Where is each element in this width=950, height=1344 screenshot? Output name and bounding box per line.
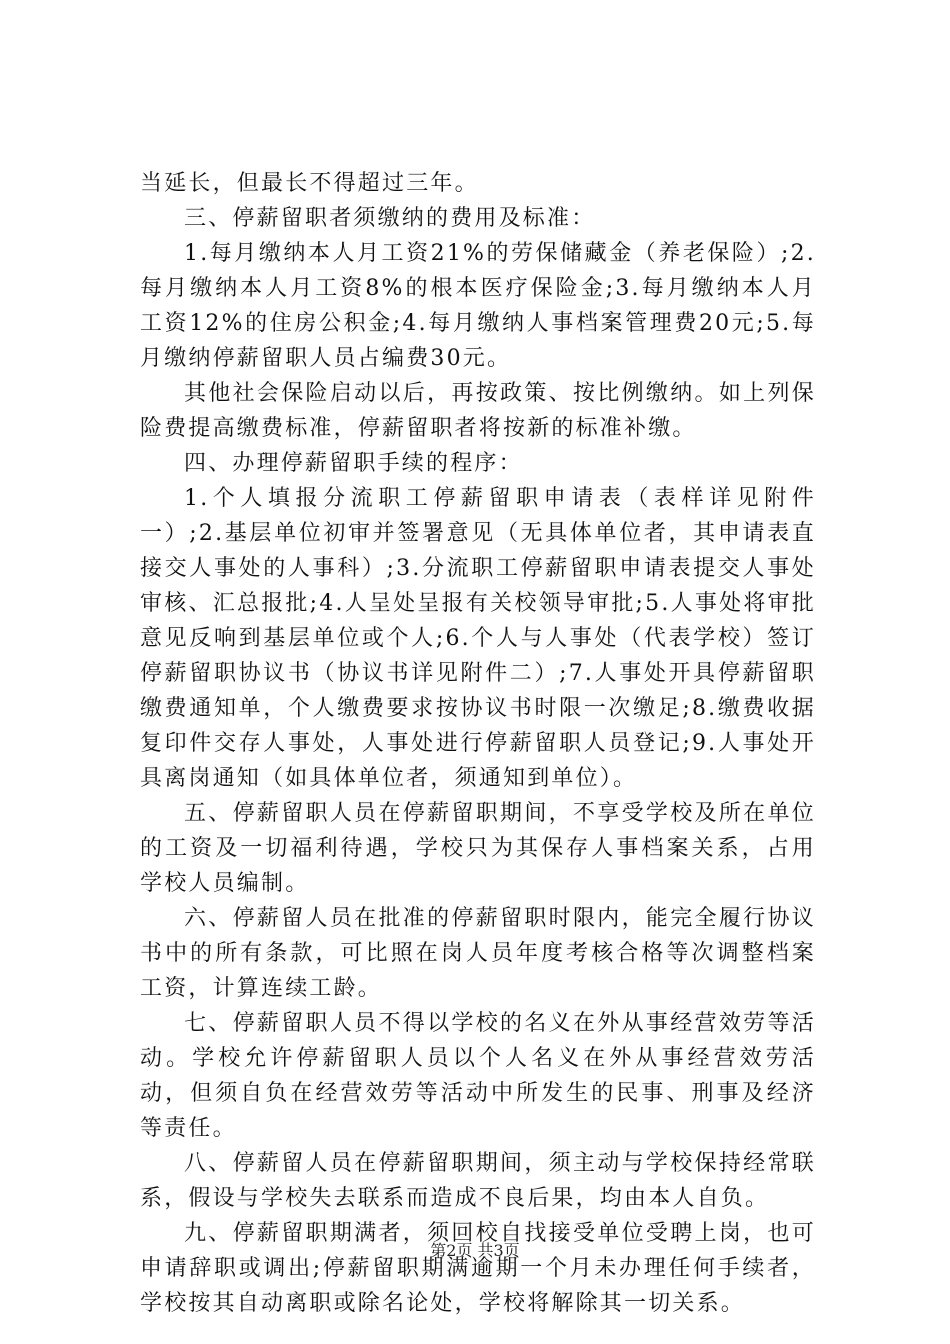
paragraph-fee-list: 1.每月缴纳本人月工资21%的劳保储藏金（养老保险）;2.每月缴纳本人月工资8%的根本医疗保险金;3.每月缴纳本人月工资12%的住房公积金;4.每月缴纳人事档案管理费20元;5.每月缴纳停薪留职人员占编费30元。 [140,241,816,371]
paragraph-section-five: 五、停薪留职人员在停薪留职期间，不享受学校及所在单位的工资及一切福利待遇，学校只为其保存人事档案关系，占用学校人员编制。 [140,801,816,896]
paragraph-continuation: 当延长，但最长不得超过三年。 [140,171,479,196]
section-heading-procedure: 四、办理停薪留职手续的程序： [184,451,523,476]
document-body [140,166,816,1321]
paragraph-section-nine: 九、停薪留职期满者，须回校自找接受单位受聘上岗，也可申请辞职或调出;停薪留职期满逾期一个月未办理任何手续者，学校按其自动离职或除名论处，学校将解除其一切关系。 [140,1221,816,1316]
paragraph-other-insurance: 其他社会保险启动以后，再按政策、按比例缴纳。如上列保险费提高缴费标准，停薪留职者将按新的标准补缴。 [140,381,816,441]
paragraph-procedure-steps: 1.个人填报分流职工停薪留职申请表（表样详见附件一）;2.基层单位初审并签署意见（无具体单位者，其申请表直接交人事处的人事科）;3.分流职工停薪留职申请表提交人事处审核、汇总报批;4.人呈处呈报有关校领导审批;5.人事处将审批意见反响到基层单位或个人;6.个人与人事处（代表学校）签订停薪留职协议书（协议书详见附件二）;7.人事处开具停薪留职缴费通知单，个人缴费要求按协议书时限一次缴足;8.缴费收据复印件交存人事处，人事处进行停薪留职人员登记;9.人事处开具离岗通知（如具体单位者，须通知到单位）。 [140,486,816,791]
paragraph-section-seven: 七、停薪留职人员不得以学校的名义在外从事经营效劳等活动。学校允许停薪留职人员以个人名义在外从事经营效劳活动，但须自负在经营效劳等活动中所发生的民事、刑事及经济等责任。 [140,1011,816,1141]
page-footer [0,1241,950,1261]
section-heading-fees: 三、停薪留职者须缴纳的费用及标准： [184,206,596,231]
page-number-label: 第2页 共3页 [430,1241,520,1260]
paragraph-section-six: 六、停薪留人员在批准的停薪留职时限内，能完全履行协议书中的所有条款，可比照在岗人员年度考核合格等次调整档案工资，计算连续工龄。 [140,906,816,1001]
paragraph-section-eight: 八、停薪留人员在停薪留职期间，须主动与学校保持经常联系，假设与学校失去联系而造成不良后果，均由本人自负。 [140,1151,816,1211]
